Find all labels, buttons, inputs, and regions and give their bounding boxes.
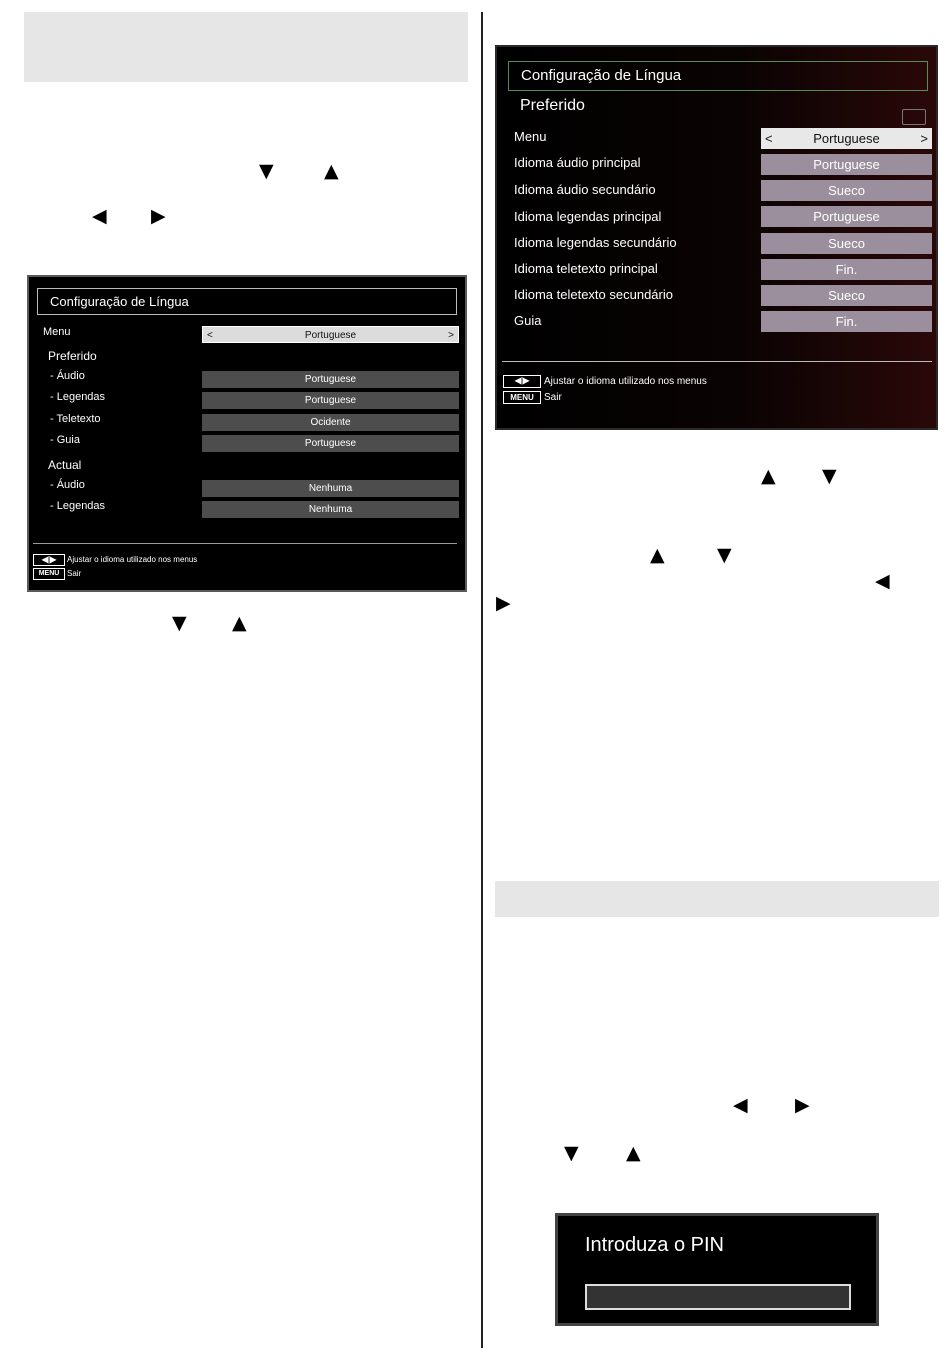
right-arrow-icon: ▶ (795, 1094, 810, 1116)
down-arrow-icon: ▼ (822, 465, 837, 487)
row-teletexto-secundario-label: Idioma teletexto secundário (514, 287, 673, 302)
chevron-right-icon[interactable]: > (920, 131, 928, 146)
right-arrow-icon: ▶ (496, 592, 511, 614)
chevron-left-icon[interactable]: < (207, 330, 213, 341)
up-arrow-icon: ▲ (232, 612, 247, 634)
preferido-heading: Preferido (48, 349, 97, 363)
down-arrow-icon: ▼ (259, 160, 274, 182)
actual-heading: Actual (48, 458, 82, 472)
help-menu-text: Sair (67, 569, 82, 578)
menu-key-icon: MENU (503, 391, 541, 404)
left-right-key-icon: ◀|▶ (33, 554, 65, 566)
row-legendas-principal-label: Idioma legendas principal (514, 209, 662, 224)
preferido-legendas-value[interactable]: Portuguese (202, 392, 459, 409)
down-arrow-icon: ▼ (717, 544, 732, 566)
pin-input[interactable] (585, 1284, 851, 1310)
row-audio-principal-label: Idioma áudio principal (514, 155, 641, 170)
preferido-guia-label: - Guia (50, 434, 80, 446)
row-audio-secundario-label: Idioma áudio secundário (514, 182, 656, 197)
row-audio-secundario-value[interactable]: Sueco (761, 180, 932, 201)
preferido-teletexto-value[interactable]: Ocidente (202, 414, 459, 431)
preferido-heading: Preferido (520, 97, 585, 114)
chevron-right-icon[interactable]: > (448, 330, 454, 341)
up-arrow-icon: ▲ (626, 1142, 641, 1164)
left-arrow-icon: ◀ (92, 205, 107, 227)
help-arrows-text: Ajustar o idioma utilizado nos menus (67, 555, 198, 564)
row-menu-value: Portuguese (813, 131, 880, 146)
row-legendas-secundario-value[interactable]: Sueco (761, 233, 932, 254)
pin-entry-screen (555, 1213, 879, 1326)
row-teletexto-secundario-value[interactable]: Sueco (761, 285, 932, 306)
actual-legendas-value[interactable]: Nenhuma (202, 501, 459, 518)
help-divider (502, 361, 932, 362)
screen-title: Configuração de Língua (37, 288, 457, 315)
actual-audio-value[interactable]: Nenhuma (202, 480, 459, 497)
chevron-left-icon[interactable]: < (765, 131, 773, 146)
left-arrow-icon: ◀ (875, 570, 890, 592)
row-guia-label: Guia (514, 313, 542, 328)
language-settings-screen-1 (27, 275, 467, 592)
row-guia-value[interactable]: Fin. (761, 311, 932, 332)
row-legendas-principal-value[interactable]: Portuguese (761, 206, 932, 227)
up-arrow-icon: ▲ (650, 544, 665, 566)
preferido-audio-value[interactable]: Portuguese (202, 371, 459, 388)
tv-icon (902, 109, 926, 125)
section-header-band-left (24, 12, 468, 82)
preferido-legendas-label: - Legendas (50, 391, 106, 403)
actual-legendas-label: - Legendas (50, 500, 106, 512)
row-menu-selector[interactable] (761, 128, 932, 149)
pin-title: Introduza o PIN (585, 1234, 724, 1256)
preferido-guia-value[interactable]: Portuguese (202, 435, 459, 452)
preferido-audio-label: - Áudio (50, 370, 85, 382)
language-settings-screen-2 (495, 45, 938, 430)
preferido-teletexto-label: - Teletexto (50, 413, 101, 425)
down-arrow-icon: ▼ (564, 1142, 579, 1164)
right-arrow-icon: ▶ (151, 205, 166, 227)
menu-key-icon: MENU (33, 568, 65, 580)
menu-language-value: Portuguese (304, 330, 357, 341)
up-arrow-icon: ▲ (324, 160, 339, 182)
menu-language-selector[interactable] (202, 326, 459, 343)
row-teletexto-principal-value[interactable]: Fin. (761, 259, 932, 280)
menu-label: Menu (43, 326, 71, 338)
section-header-band-right (495, 881, 939, 917)
actual-audio-label: - Áudio (50, 479, 85, 491)
down-arrow-icon: ▼ (172, 612, 187, 634)
row-audio-principal-value[interactable]: Portuguese (761, 154, 932, 175)
up-arrow-icon: ▲ (761, 465, 776, 487)
help-menu-text: Sair (544, 392, 562, 403)
column-divider (481, 12, 483, 1348)
help-divider (33, 543, 457, 544)
row-menu-label: Menu (514, 129, 547, 144)
screen-title: Configuração de Língua (508, 61, 928, 91)
help-arrows-text: Ajustar o idioma utilizado nos menus (544, 376, 707, 387)
row-teletexto-principal-label: Idioma teletexto principal (514, 261, 658, 276)
row-legendas-secundario-label: Idioma legendas secundário (514, 235, 677, 250)
left-arrow-icon: ◀ (733, 1094, 748, 1116)
left-right-key-icon: ◀|▶ (503, 375, 541, 388)
